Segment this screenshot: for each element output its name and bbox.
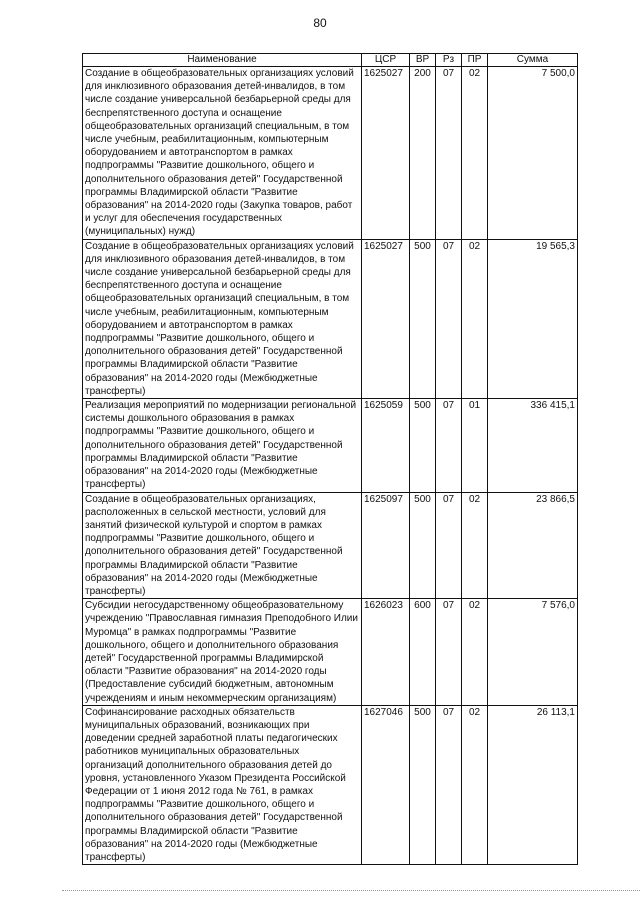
row-name: Субсидии негосударственному общеобразовательному учреждению "Православная гимназия Преподобного Илии Муромца" в рамках подпрограммы "Развитие дошкольного, общего и дополнительного образования детей" Государственной программы Владимирской области "Развитие образования" на 2014-2020 годы (Предоставление субсидий бюджетным, автономным учреждениям и иным некоммерческим организациям) — [83, 599, 362, 706]
row-sum: 26 113,1 — [488, 705, 578, 864]
row-pr: 02 — [462, 705, 488, 864]
row-name: Создание в общеобразовательных организациях, расположенных в сельской местности, условий для занятий физической культурой и спортом в рамках подпрограммы "Развитие дошкольного, общего и дополнительного образования детей" Государственной программы Владимирской области "Развитие образования" на 2014-2020 годы (Межбюджетные трансферты) — [83, 492, 362, 599]
table-row — [83, 399, 578, 492]
table-row — [83, 239, 578, 398]
header-rz: Рз — [436, 54, 462, 67]
header-pr: ПР — [462, 54, 488, 67]
row-pr: 02 — [462, 492, 488, 599]
row-pr: 01 — [462, 399, 488, 492]
page-number: 80 — [313, 16, 327, 30]
row-vr: 500 — [410, 492, 436, 599]
table-header-row — [83, 54, 578, 67]
header-name: Наименование — [83, 54, 362, 67]
row-csr: 1625027 — [362, 67, 410, 240]
row-rz: 07 — [436, 492, 462, 599]
table-row — [83, 492, 578, 599]
row-pr: 02 — [462, 599, 488, 706]
row-vr: 600 — [410, 599, 436, 706]
row-sum: 23 866,5 — [488, 492, 578, 599]
row-vr: 500 — [410, 399, 436, 492]
table-row — [83, 67, 578, 240]
row-sum: 336 415,1 — [488, 399, 578, 492]
table-row — [83, 599, 578, 706]
table-row — [83, 705, 578, 864]
row-rz: 07 — [436, 67, 462, 240]
row-csr: 1625097 — [362, 492, 410, 599]
row-name: Софинансирование расходных обязательств муниципальных образований, возникающих при доведении средней заработной платы педагогических работников муниципальных образовательных организаций дополнительного образования детей до уровня, установленного Указом Президента Российской Федерации от 1 июня 2012 года № 761, в рамках подпрограммы "Развитие дошкольного, общего и дополнительного образования детей" Государственной программы Владимирской области "Развитие образования" на 2014-2020 годы (Межбюджетные трансферты) — [83, 705, 362, 864]
row-name: Создание в общеобразовательных организациях условий для инклюзивного образования детей-инвалидов, в том числе создание универсальной безбарьерной среды для беспрепятственного доступа и оснащение общеобразовательных организаций специальным, в том числе учебным, реабилитационным, компьютерным оборудованием и автотранспортом в рамках подпрограммы "Развитие дошкольного, общего и дополнительного образования детей" Государственной программы Владимирской области "Развитие образования" на 2014-2020 годы (Закупка товаров, работ и услуг для обеспечения государственных (муниципальных) нужд) — [83, 67, 362, 240]
row-rz: 07 — [436, 399, 462, 492]
row-name: Реализация мероприятий по модернизации региональной системы дошкольного образования в рамках подпрограммы "Развитие дошкольного, общего и дополнительного образования детей" Государственной программы Владимирской области "Развитие образования" на 2014-2020 годы (Межбюджетные трансферты) — [83, 399, 362, 492]
header-sum: Сумма — [488, 54, 578, 67]
row-vr: 500 — [410, 239, 436, 398]
row-sum: 7 576,0 — [488, 599, 578, 706]
row-sum: 19 565,3 — [488, 239, 578, 398]
row-csr: 1625059 — [362, 399, 410, 492]
row-name: Создание в общеобразовательных организациях условий для инклюзивного образования детей-инвалидов, в том числе создание универсальной безбарьерной среды для беспрепятственного доступа и оснащение общеобразовательных организаций специальным, в том числе учебным, реабилитационным, компьютерным оборудованием и автотранспортом в рамках подпрограммы "Развитие дошкольного, общего и дополнительного образования детей" Государственной программы Владимирской области "Развитие образования" на 2014-2020 годы (Межбюджетные трансферты) — [83, 239, 362, 398]
row-vr: 200 — [410, 67, 436, 240]
row-vr: 500 — [410, 705, 436, 864]
row-rz: 07 — [436, 599, 462, 706]
row-csr: 1627046 — [362, 705, 410, 864]
row-csr: 1626023 — [362, 599, 410, 706]
page-bottom-divider — [62, 890, 640, 891]
row-rz: 07 — [436, 705, 462, 864]
budget-table — [82, 53, 578, 865]
row-sum: 7 500,0 — [488, 67, 578, 240]
header-csr: ЦСР — [362, 54, 410, 67]
row-pr: 02 — [462, 239, 488, 398]
header-vr: ВР — [410, 54, 436, 67]
row-csr: 1625027 — [362, 239, 410, 398]
row-pr: 02 — [462, 67, 488, 240]
row-rz: 07 — [436, 239, 462, 398]
